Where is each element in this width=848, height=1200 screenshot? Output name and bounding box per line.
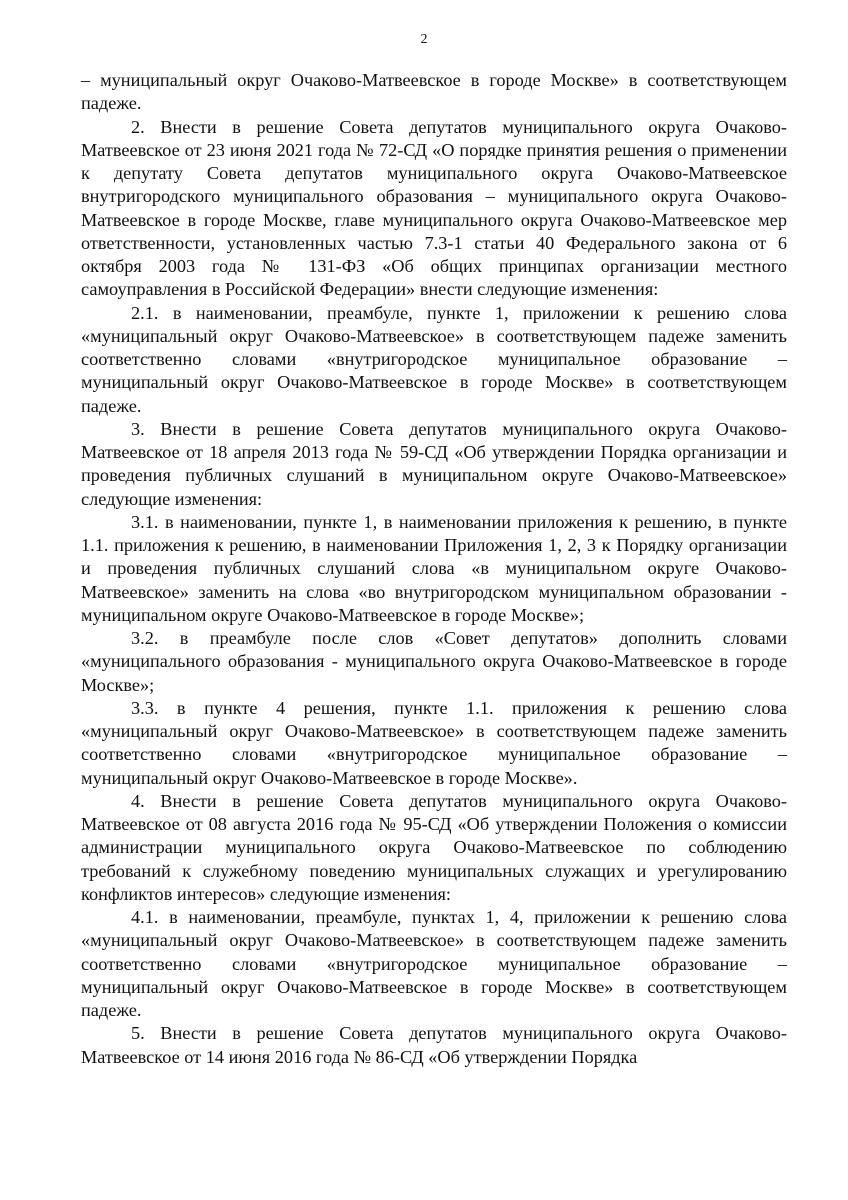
paragraph: – муниципальный округ Очаково-Матвеевское в городе Москве» в соответствующем падеже. [81, 70, 787, 114]
paragraph: 3. Внести в решение Совета депутатов муниципального округа Очаково-Матвеевское от 18 апреля 2013 года № 59-СД «Об утверждении Порядка организации и проведения публичных слушаний в муниципальном округе Очаково-Матвеевское» следующие изменения: [81, 418, 787, 509]
paragraph: 3.1. в наименовании, пункте 1, в наименовании приложения к решению, в пункте 1.1. приложения к решению, в наименовании Приложения 1, 2, 3 к Порядку организации и проведения публичных слушаний слова «в муниципальном округе Очаково-Матвеевское» заменить на слова «во внутригородском муниципальном образовании - муниципальном округе Очаково-Матвеевское в городе Москве»; [81, 511, 787, 625]
document-body [81, 69, 787, 1069]
paragraph: 3.3. в пункте 4 решения, пункте 1.1. приложения к решению слова «муниципальный округ Очаково-Матвеевское» в соответствующем падеже заменить соответственно словами «внутригородское муниципальное образование – муниципальный округ Очаково-Матвеевское в городе Москве». [81, 697, 787, 788]
paragraph: 5. Внести в решение Совета депутатов муниципального округа Очаково-Матвеевское от 14 июня 2016 года № 86-СД «Об утверждении Порядка [81, 1023, 787, 1067]
paragraph: 4.1. в наименовании, преамбуле, пунктах 1, 4, приложении к решению слова «муниципальный округ Очаково-Матвеевское» в соответствующем падеже заменить соответственно словами «внутригородское муниципальное образование – муниципальный округ Очаково-Матвеевское в городе Москве» в соответствующем падеже. [81, 907, 787, 1020]
paragraph: 3.2. в преамбуле после слов «Совет депутатов» дополнить словами «муниципального образования - муниципального округа Очаково-Матвеевское в городе Москве»; [81, 628, 787, 695]
paragraph: 2. Внести в решение Совета депутатов муниципального округа Очаково-Матвеевское от 23 июня 2021 года № 72-СД «О порядке принятия решения о применении к депутату Совета депутатов муниципального округа Очаково-Матвеевское внутригородского муниципального образования – муниципального округа Очаково-Матвеевское в городе Москве, главе муниципального округа Очаково-Матвеевское мер ответственности, установленных частью 7.3-1 статьи 40 Федерального закона от 6 октября 2003 года № 131-ФЗ «Об общих принципах организации местного самоуправления в Российской Федерации» внести следующие изменения: [81, 116, 787, 300]
paragraph: 4. Внести в решение Совета депутатов муниципального округа Очаково-Матвеевское от 08 августа 2016 года № 95-СД «Об утверждении Положения о комиссии администрации муниципального округа Очаково-Матвеевское по соблюдению требований к служебному поведению муниципальных служащих и урегулированию конфликтов интересов» следующие изменения: [81, 790, 787, 904]
paragraph: 2.1. в наименовании, преамбуле, пункте 1, приложении к решению слова «муниципальный округ Очаково-Матвеевское» в соответствующем падеже заменить соответственно словами «внутригородское муниципальное образование – муниципальный округ Очаково-Матвеевское в городе Москве» в соответствующем падеже. [81, 302, 787, 416]
page-number: 2 [420, 32, 428, 47]
